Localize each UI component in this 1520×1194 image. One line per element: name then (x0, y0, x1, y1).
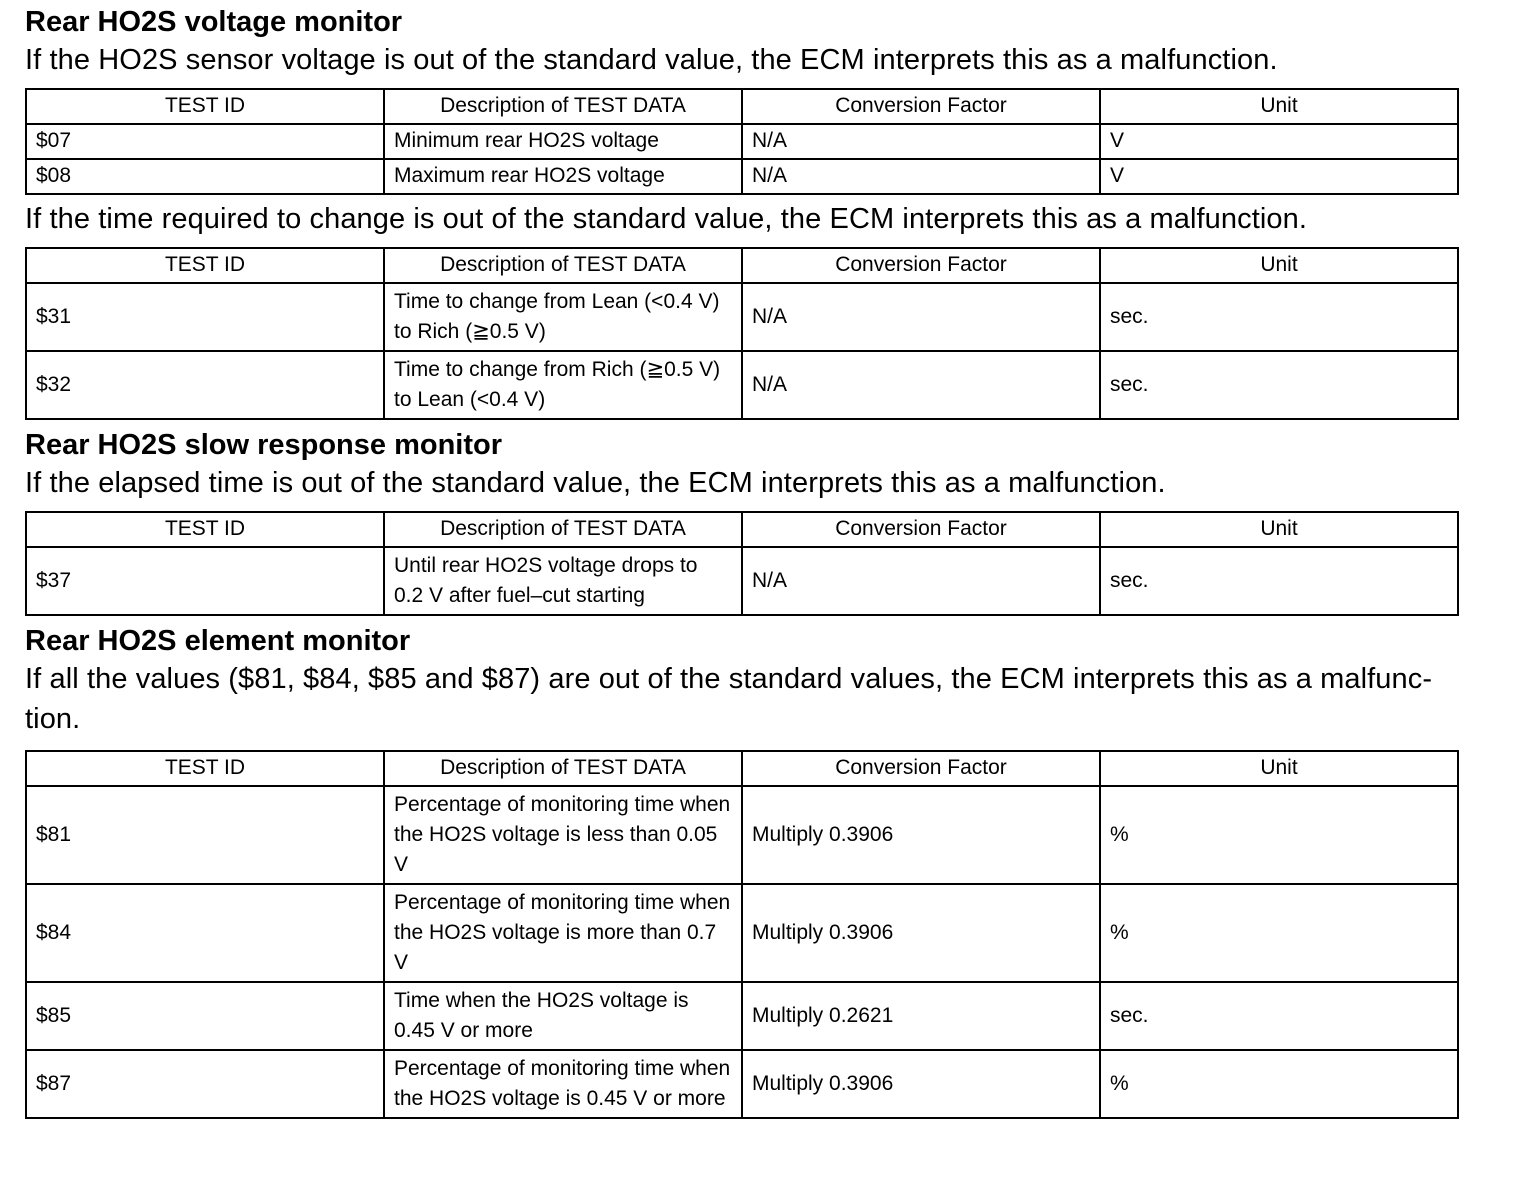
cell-conversion-factor: N/A (742, 547, 1100, 615)
header-description: Description of TEST DATA (384, 248, 742, 283)
header-conversion-factor: Conversion Factor (742, 89, 1100, 124)
header-unit: Unit (1100, 512, 1458, 547)
table-header-row (26, 89, 1458, 124)
cell-description: Percentage of monitoring time when the HO2S voltage is 0.45 V or more (384, 1050, 742, 1118)
table-row (26, 351, 1458, 419)
table-time-to-change (25, 247, 1459, 420)
cell-description: Time to change from Rich (≧0.5 V) to Lean (<0.4 V) (384, 351, 742, 419)
table-element-monitor (25, 750, 1459, 1119)
cell-description: Minimum rear HO2S voltage (384, 124, 742, 159)
intro-time-to-change: If the time required to change is out of the standard value, the ECM interprets this as a malfunction. (25, 203, 1308, 235)
cell-test-id: $31 (26, 283, 384, 351)
cell-conversion-factor: Multiply 0.2621 (742, 982, 1100, 1050)
header-conversion-factor: Conversion Factor (742, 751, 1100, 786)
cell-description: Maximum rear HO2S voltage (384, 159, 742, 194)
section-heading-voltage-monitor: Rear HO2S voltage monitor (25, 6, 403, 38)
cell-unit: sec. (1100, 547, 1458, 615)
intro-all-values: If all the values ($81, $84, $85 and $87) are out of the standard values, the ECM interprets this as a malfunc-tion. (25, 663, 1433, 735)
table-header-row (26, 248, 1458, 283)
header-unit: Unit (1100, 89, 1458, 124)
cell-test-id: $32 (26, 351, 384, 419)
header-description: Description of TEST DATA (384, 89, 742, 124)
document-page (25, 4, 1457, 1119)
table-row (26, 547, 1458, 615)
section-heading-slow-response-monitor: Rear HO2S slow response monitor (25, 429, 503, 461)
cell-test-id: $37 (26, 547, 384, 615)
cell-unit: % (1100, 786, 1458, 884)
table-row (26, 283, 1458, 351)
cell-test-id: $81 (26, 786, 384, 884)
table-row (26, 159, 1458, 194)
table-row (26, 1050, 1458, 1118)
cell-conversion-factor: Multiply 0.3906 (742, 884, 1100, 982)
cell-unit: % (1100, 1050, 1458, 1118)
cell-description: Percentage of monitoring time when the HO2S voltage is more than 0.7 V (384, 884, 742, 982)
cell-unit: sec. (1100, 283, 1458, 351)
cell-test-id: $08 (26, 159, 384, 194)
table-header-row (26, 751, 1458, 786)
cell-unit: V (1100, 159, 1458, 194)
cell-conversion-factor: N/A (742, 124, 1100, 159)
cell-description: Time when the HO2S voltage is 0.45 V or more (384, 982, 742, 1050)
cell-test-id: $07 (26, 124, 384, 159)
cell-description: Until rear HO2S voltage drops to 0.2 V after fuel–cut starting (384, 547, 742, 615)
cell-description: Percentage of monitoring time when the HO2S voltage is less than 0.05 V (384, 786, 742, 884)
cell-conversion-factor: N/A (742, 159, 1100, 194)
cell-unit: % (1100, 884, 1458, 982)
cell-test-id: $85 (26, 982, 384, 1050)
table-row (26, 124, 1458, 159)
cell-test-id: $84 (26, 884, 384, 982)
cell-conversion-factor: N/A (742, 351, 1100, 419)
table-row (26, 786, 1458, 884)
table-row (26, 884, 1458, 982)
intro-sensor-voltage: If the HO2S sensor voltage is out of the standard value, the ECM interprets this as a malfunction. (25, 44, 1278, 76)
header-conversion-factor: Conversion Factor (742, 512, 1100, 547)
cell-conversion-factor: N/A (742, 283, 1100, 351)
header-conversion-factor: Conversion Factor (742, 248, 1100, 283)
header-unit: Unit (1100, 751, 1458, 786)
cell-unit: sec. (1100, 351, 1458, 419)
table-header-row (26, 512, 1458, 547)
header-test-id: TEST ID (26, 512, 384, 547)
header-unit: Unit (1100, 248, 1458, 283)
intro-elapsed-time: If the elapsed time is out of the standard value, the ECM interprets this as a malfunction. (25, 467, 1166, 499)
header-test-id: TEST ID (26, 89, 384, 124)
header-test-id: TEST ID (26, 248, 384, 283)
cell-conversion-factor: Multiply 0.3906 (742, 1050, 1100, 1118)
table-row (26, 982, 1458, 1050)
cell-unit: sec. (1100, 982, 1458, 1050)
cell-conversion-factor: Multiply 0.3906 (742, 786, 1100, 884)
cell-test-id: $87 (26, 1050, 384, 1118)
header-description: Description of TEST DATA (384, 751, 742, 786)
header-test-id: TEST ID (26, 751, 384, 786)
table-slow-response (25, 511, 1459, 616)
cell-description: Time to change from Lean (<0.4 V) to Rich (≧0.5 V) (384, 283, 742, 351)
header-description: Description of TEST DATA (384, 512, 742, 547)
table-voltage-monitor (25, 88, 1459, 195)
cell-unit: V (1100, 124, 1458, 159)
section-heading-element-monitor: Rear HO2S element monitor (25, 625, 411, 657)
